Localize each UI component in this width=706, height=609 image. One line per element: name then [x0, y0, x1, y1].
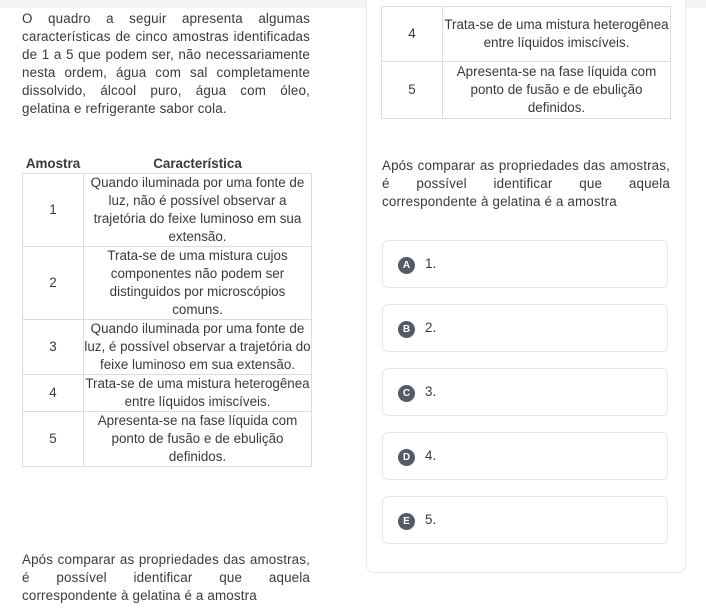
option-e[interactable] — [382, 496, 668, 544]
option-d[interactable] — [382, 432, 668, 480]
table-row — [23, 320, 312, 375]
option-letter-badge: E — [398, 513, 415, 530]
table-row — [23, 247, 312, 320]
row-text: Quando iluminada por uma fonte de luz, não é possível observar a trajetória do feixe luminoso em sua extensão. — [84, 174, 312, 247]
option-letter-badge: C — [398, 385, 415, 402]
row-number: 5 — [23, 412, 84, 467]
row-number: 4 — [23, 375, 84, 412]
header-characteristic: Característica — [153, 156, 242, 171]
option-label: 5. — [425, 512, 437, 527]
question-intro: O quadro a seguir apresenta algumas características de cinco amostras identificadas de 1 a 5 que podem ser, não necessariamente nesta ordem, água com sal completamente dissolvido, álcool puro, água com óleo, gelatina e refrigerante sabor cola. — [22, 11, 310, 116]
option-b[interactable] — [382, 304, 668, 352]
row-number: 4 — [382, 7, 443, 62]
row-number: 3 — [23, 320, 84, 375]
row-text: Trata-se de uma mistura cujos componentes não podem ser distinguidos por microscópios comuns. — [84, 247, 312, 320]
row-text: Trata-se de uma mistura heterogênea entre líquidos imiscíveis. — [84, 375, 312, 412]
option-label: 4. — [425, 448, 437, 463]
row-text: Apresenta-se na fase líquida com ponto de fusão e de ebulição definidos. — [84, 412, 312, 467]
answer-prompt: Após comparar as propriedades das amostras, é possível identificar que aquela correspondente à gelatina é a amostra — [382, 158, 670, 209]
row-text: Quando iluminada por uma fonte de luz, é possível observar a trajetória do feixe luminoso em sua extensão. — [84, 320, 312, 375]
option-label: 3. — [425, 384, 437, 399]
row-number: 5 — [382, 62, 443, 119]
row-number: 2 — [23, 247, 84, 320]
option-label: 2. — [425, 320, 437, 335]
header-sample: Amostra — [25, 156, 81, 171]
option-letter-badge: B — [398, 321, 415, 338]
option-letter-badge: D — [398, 449, 415, 466]
samples-table — [22, 155, 312, 467]
option-label: 1. — [425, 256, 437, 271]
table-row — [23, 412, 312, 467]
option-c[interactable] — [382, 368, 668, 416]
option-a[interactable] — [382, 240, 668, 288]
table-row — [382, 62, 671, 119]
row-text: Trata-se de uma mistura heterogênea entre líquidos imiscíveis. — [443, 7, 671, 62]
samples-table-continued — [381, 6, 671, 119]
question-prompt: Após comparar as propriedades das amostras, é possível identificar que aquela correspondente à gelatina é a amostra — [22, 552, 310, 603]
table-row — [23, 375, 312, 412]
row-number: 1 — [23, 174, 84, 247]
question-column — [22, 10, 311, 603]
row-text: Apresenta-se na fase líquida com ponto de fusão e de ebulição definidos. — [443, 62, 671, 119]
table-row — [23, 174, 312, 247]
table-row — [382, 7, 671, 62]
option-letter-badge: A — [398, 257, 415, 274]
